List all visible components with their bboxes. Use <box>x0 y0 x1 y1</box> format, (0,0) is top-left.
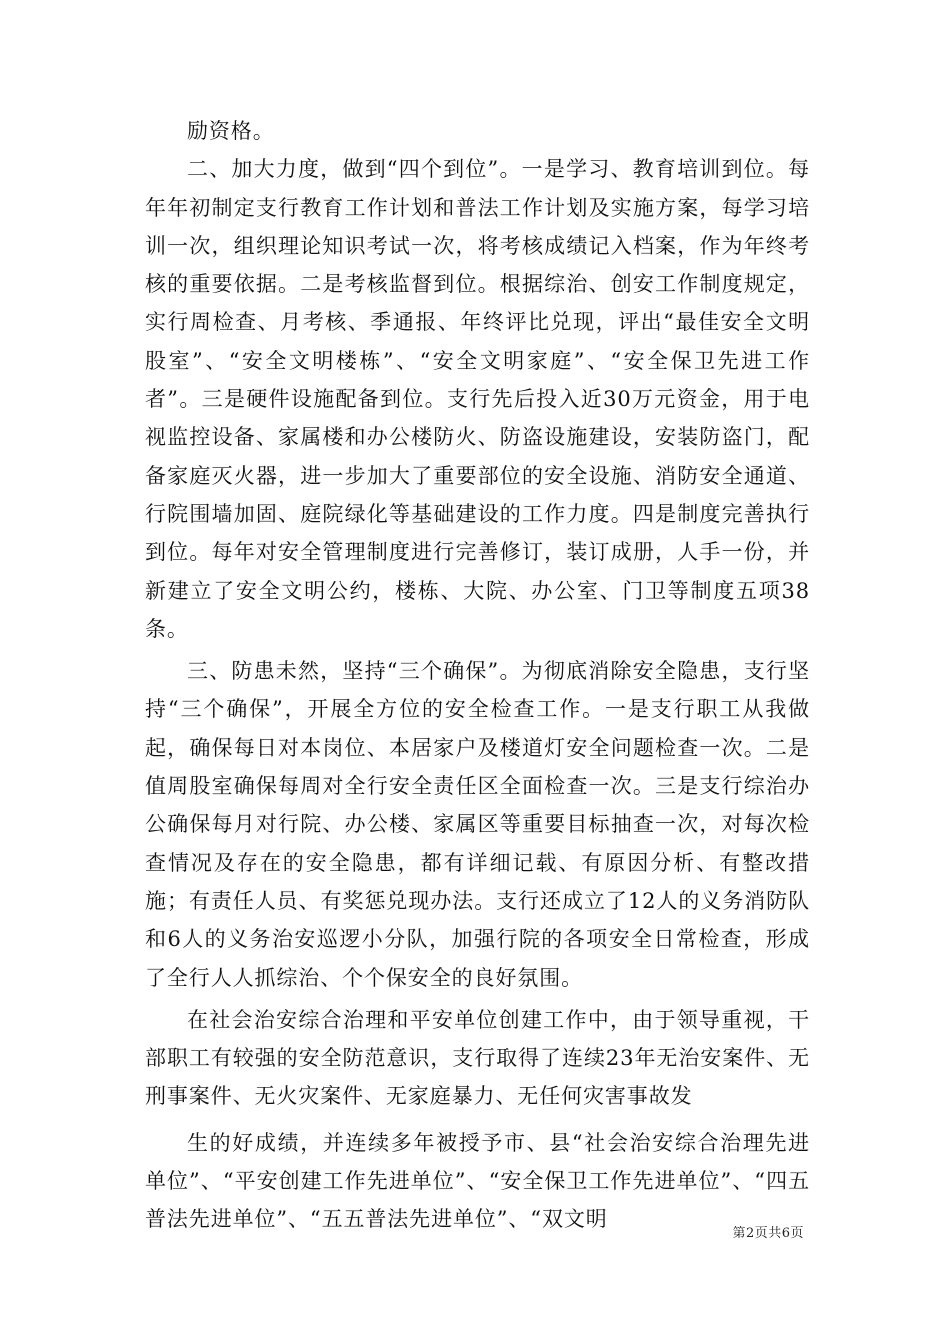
document-body <box>145 112 810 1239</box>
paragraph-4: 在社会治安综合治理和平安单位创建工作中，由于领导重视，干部职工有较强的安全防范意识，支行取得了连续23年无治安案件、无刑事案件、无火灾案件、无家庭暴力、无任何灾害事故发 <box>145 1007 810 1109</box>
paragraph-1: 励资格。 <box>187 119 275 143</box>
paragraph-5: 生的好成绩，并连续多年被授予市、县“社会治安综合治理先进单位”、“平安创建工作先进单位”、“安全保卫工作先进单位”、“四五普法先进单位”、“五五普法先进单位”、“双文明 <box>145 1130 810 1232</box>
paragraph-2: 二、加大力度，做到“四个到位”。一是学习、教育培训到位。每年年初制定支行教育工作计划和普法工作计划及实施方案，每学习培训一次，组织理论知识考试一次，将考核成绩记入档案，作为年终考核的重要依据。二是考核监督到位。根据综治、创安工作制度规定，实行周检查、月考核、季通报、年终评比兑现，评出“最佳安全文明股室”、“安全文明楼栋”、“安全文明家庭”、“安全保卫先进工作者”。三是硬件设施配备到位。支行先后投入近30万元资金，用于电视监控设备、家属楼和办公楼防火、防盗设施建设，安装防盗门，配备家庭灭火器，进一步加大了重要部位的安全设施、消防安全通道、行院围墙加固、庭院绿化等基础建设的工作力度。四是制度完善执行到位。每年对安全管理制度进行完善修订，装订成册，人手一份，并新建立了安全文明公约，楼栋、大院、办公室、门卫等制度五项38条。 <box>145 157 810 641</box>
page-number-footer: 第2页共6页 <box>732 1226 804 1241</box>
paragraph-3: 三、防患未然，坚持“三个确保”。为彻底消除安全隐患，支行坚持“三个确保”，开展全方位的安全检查工作。一是支行职工从我做起，确保每日对本岗位、本居家户及楼道灯安全问题检查一次。二是值周股室确保每周对全行安全责任区全面检查一次。三是支行综治办公确保每月对行院、办公楼、家属区等重要目标抽查一次，对每次检查情况及存在的安全隐患，都有详细记载、有原因分析、有整改措施；有责任人员、有奖惩兑现办法。支行还成立了12人的义务消防队和6人的义务治安巡逻小分队，加强行院的各项安全日常检查，形成了全行人人抓综治、个个保安全的良好氛围。 <box>145 659 810 990</box>
